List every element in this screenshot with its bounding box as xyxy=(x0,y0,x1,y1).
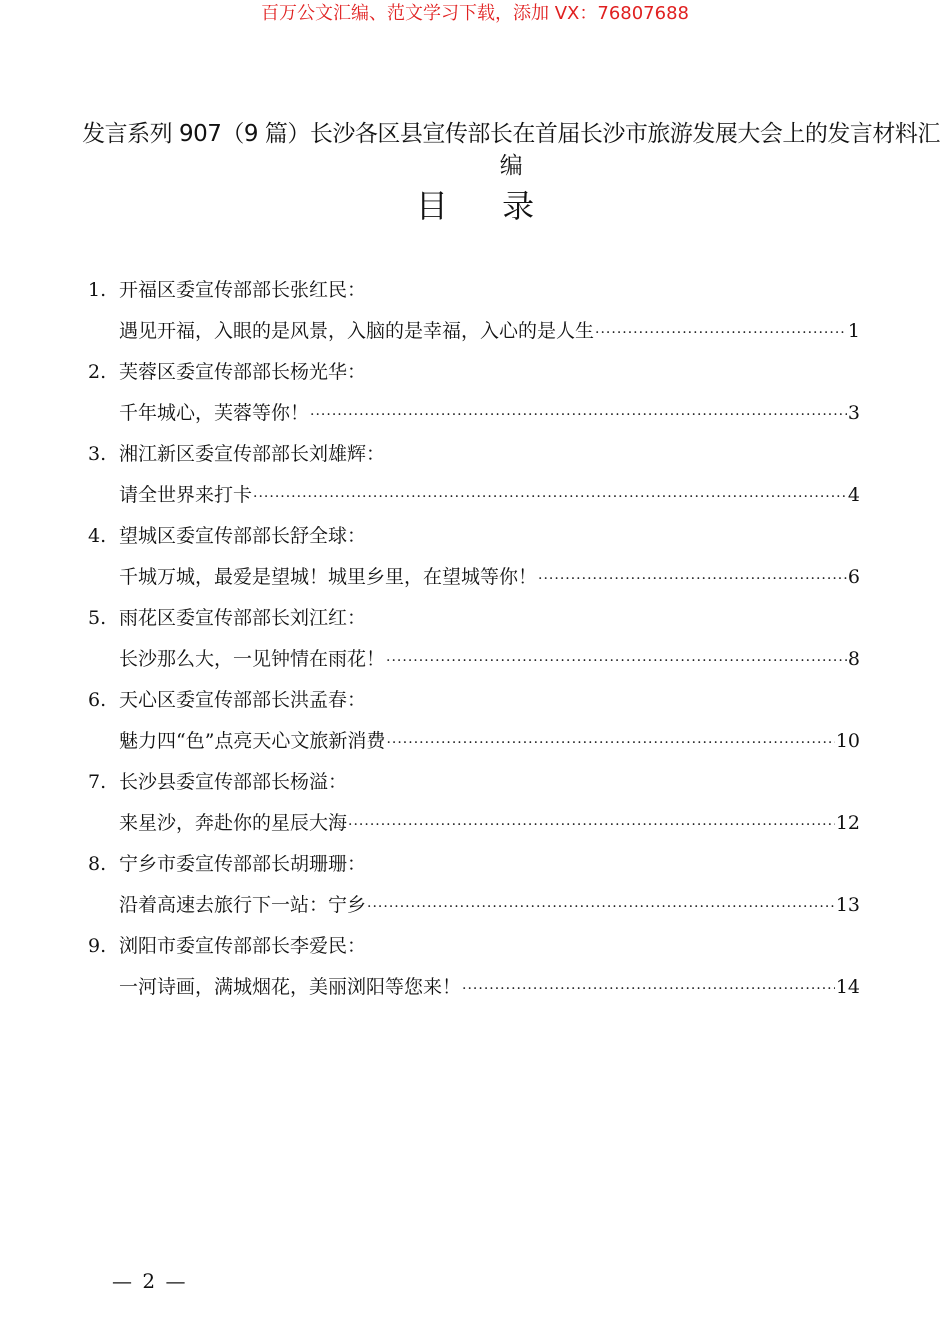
toc-entry-number: 3. xyxy=(88,443,107,465)
toc-link[interactable] xyxy=(88,803,860,844)
toc-entry-subtitle: 一河诗画，满城烟花，美丽浏阳等您来！ xyxy=(119,976,462,998)
toc-entry-subtitle: 来星沙，奔赴你的星辰大海 xyxy=(119,812,348,834)
toc-page-number: 14 xyxy=(835,976,860,998)
toc-entry-subtitle: 请全世界来打卡 xyxy=(119,484,253,506)
toc-entry-subtitle: 魅力四“色”点亮天心文旅新消费 xyxy=(119,730,386,752)
toc-entry-heading: 芙蓉区委宣传部部长杨光华： xyxy=(119,361,367,383)
toc-entry-heading: 湘江新区委宣传部部长刘雄辉： xyxy=(119,443,386,465)
toc-entry-subtitle: 千年城心，芙蓉等你！ xyxy=(119,402,310,424)
toc-entry-subtitle: 长沙那么大，一见钟情在雨花！ xyxy=(119,648,386,670)
table-of-contents xyxy=(88,270,860,1008)
toc-link[interactable] xyxy=(88,393,860,434)
document-title: 发言系列 907（9 篇）长沙各区县宣传部长在首届长沙市旅游发展大会上的发言材料汇编 xyxy=(82,121,940,179)
toc-entry-number: 1. xyxy=(88,279,107,301)
toc-page-number: 13 xyxy=(835,894,860,916)
toc-entry-number: 5. xyxy=(88,607,107,629)
toc-entry xyxy=(88,516,860,598)
dot-leader xyxy=(538,559,847,600)
toc-entry xyxy=(88,680,860,762)
toc-entry xyxy=(88,926,860,1008)
dot-leader xyxy=(367,887,835,928)
toc-entry xyxy=(88,844,860,926)
toc-entry-heading: 天心区委宣传部部长洪孟春： xyxy=(119,689,367,711)
toc-entry xyxy=(88,270,860,352)
toc-page-number: 10 xyxy=(835,730,860,752)
toc-link[interactable] xyxy=(88,639,860,680)
toc-entry xyxy=(88,598,860,680)
toc-page-number: 6 xyxy=(847,566,860,588)
toc-page-number: 12 xyxy=(835,812,860,834)
toc-entry-heading: 宁乡市委宣传部部长胡珊珊： xyxy=(119,853,367,875)
toc-link[interactable] xyxy=(88,885,860,926)
toc-entry-subtitle: 沿着高速去旅行下一站：宁乡 xyxy=(119,894,367,916)
toc-page-number: 4 xyxy=(847,484,860,506)
toc-entry-heading: 长沙县委宣传部部长杨溢： xyxy=(119,771,348,793)
toc-entry-number: 2. xyxy=(88,361,107,383)
toc-entry xyxy=(88,352,860,434)
dot-leader xyxy=(348,805,835,846)
dot-leader xyxy=(595,313,847,354)
dot-leader xyxy=(462,969,835,1010)
page-number-footer: — 2 — xyxy=(112,1269,188,1293)
toc-entry-number: 4. xyxy=(88,525,107,547)
toc-link[interactable] xyxy=(88,311,860,352)
toc-link[interactable] xyxy=(88,557,860,598)
toc-entry xyxy=(88,762,860,844)
toc-entry xyxy=(88,434,860,516)
toc-entry-heading: 望城区委宣传部部长舒全球： xyxy=(119,525,367,547)
toc-entry-subtitle: 遇见开福，入眼的是风景，入脑的是幸福，入心的是人生 xyxy=(119,320,595,342)
toc-page-number: 8 xyxy=(847,648,860,670)
toc-entry-heading: 浏阳市委宣传部部长李爱民： xyxy=(119,935,367,957)
download-banner: 百万公文汇编、范文学习下载，添加 VX：76807688 xyxy=(261,3,689,24)
toc-page-number: 1 xyxy=(847,320,860,342)
dot-leader xyxy=(310,395,847,436)
toc-link[interactable] xyxy=(88,721,860,762)
toc-entry-subtitle: 千城万城，最爱是望城！城里乡里，在望城等你！ xyxy=(119,566,538,588)
dot-leader xyxy=(386,641,847,682)
toc-entry-heading: 雨花区委宣传部部长刘江红： xyxy=(119,607,367,629)
toc-entry-number: 7. xyxy=(88,771,107,793)
toc-page-number: 3 xyxy=(847,402,860,424)
toc-entry-number: 8. xyxy=(88,853,107,875)
toc-link[interactable] xyxy=(88,475,860,516)
toc-heading: 目 录 xyxy=(415,187,557,225)
dot-leader xyxy=(253,477,847,518)
toc-entry-number: 6. xyxy=(88,689,107,711)
dot-leader xyxy=(386,723,834,764)
toc-entry-number: 9. xyxy=(88,935,107,957)
toc-link[interactable] xyxy=(88,967,860,1008)
toc-entry-heading: 开福区委宣传部部长张红民： xyxy=(119,279,367,301)
